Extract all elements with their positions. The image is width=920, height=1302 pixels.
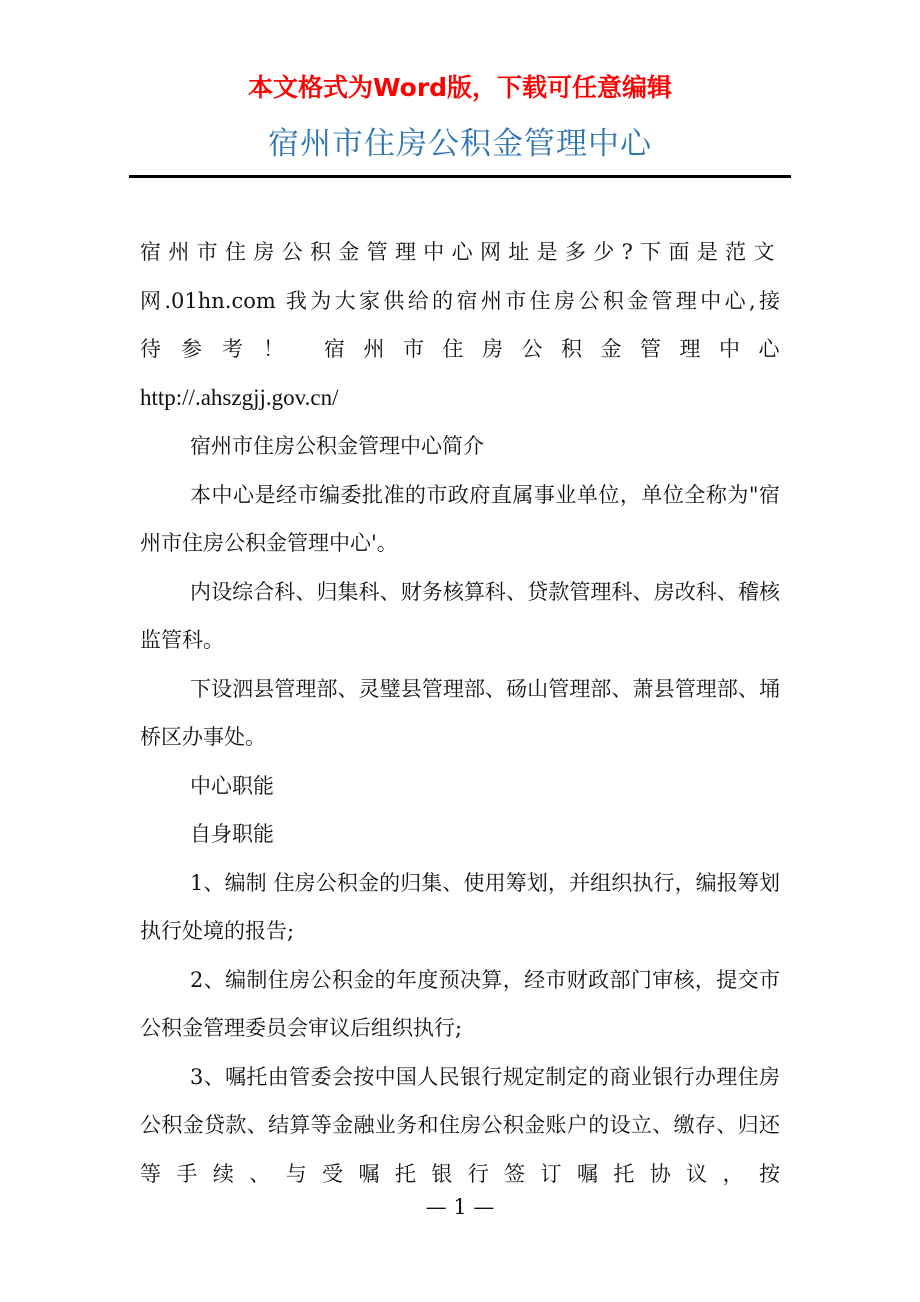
paragraph-unit-description: 本中心是经市编委批准的市政府直属事业单位，单位全称为"宿州市住房公积金管理中心'。 bbox=[140, 482, 780, 555]
word-format-banner: 本文格式为Word版，下载可任意编辑 bbox=[247, 73, 673, 102]
intro-thanks: 待参考！ bbox=[140, 337, 304, 361]
intro-center-name: 宿州市住房公积金管理中心 bbox=[324, 337, 798, 361]
function-item-2: 2、编制住房公积金的年度预决算，经市财政部门审核，提交市公积金管理委员会审议后组织执行; bbox=[140, 967, 780, 1040]
section-heading-own-functions: 自身职能 bbox=[190, 822, 274, 846]
function-item-3: 3、嘱托由管委会按中国人民银行规定制定的商业银行办理住房公积金贷款、结算等金融业务和住房公积金账户的设立、缴存、归还等手续、与受嘱托银行签订嘱托协议，按 bbox=[140, 1064, 780, 1186]
page-number: — 1 — bbox=[425, 1195, 495, 1219]
intro-line-1: 宿州市住房公积金管理中心网址是多少?下面是范文 bbox=[140, 240, 780, 264]
intro-line-3 bbox=[140, 325, 798, 374]
document-title: 宿州市住房公积金管理中心 bbox=[268, 126, 652, 162]
function-item-1: 1、编制 住房公积金的归集、使用筹划，并组织执行，编报筹划执行处境的报告; bbox=[140, 870, 780, 943]
website-url[interactable]: http://.ahszgjj.gov.cn/ bbox=[140, 384, 339, 410]
intro-line-2: 网.01hn.com 我为大家供给的宿州市住房公积金管理中心,接 bbox=[140, 288, 780, 313]
section-heading-functions: 中心职能 bbox=[190, 773, 274, 798]
document-body bbox=[140, 228, 798, 1198]
section-heading-intro: 宿州市住房公积金管理中心简介 bbox=[190, 434, 484, 458]
paragraph-branch-offices: 下设泗县管理部、灵璧县管理部、砀山管理部、萧县管理部、埇桥区办事处。 bbox=[140, 676, 780, 749]
title-divider bbox=[129, 175, 791, 178]
paragraph-internal-departments: 内设综合科、归集科、财务核算科、贷款管理科、房改科、稽核监管科。 bbox=[140, 579, 780, 652]
